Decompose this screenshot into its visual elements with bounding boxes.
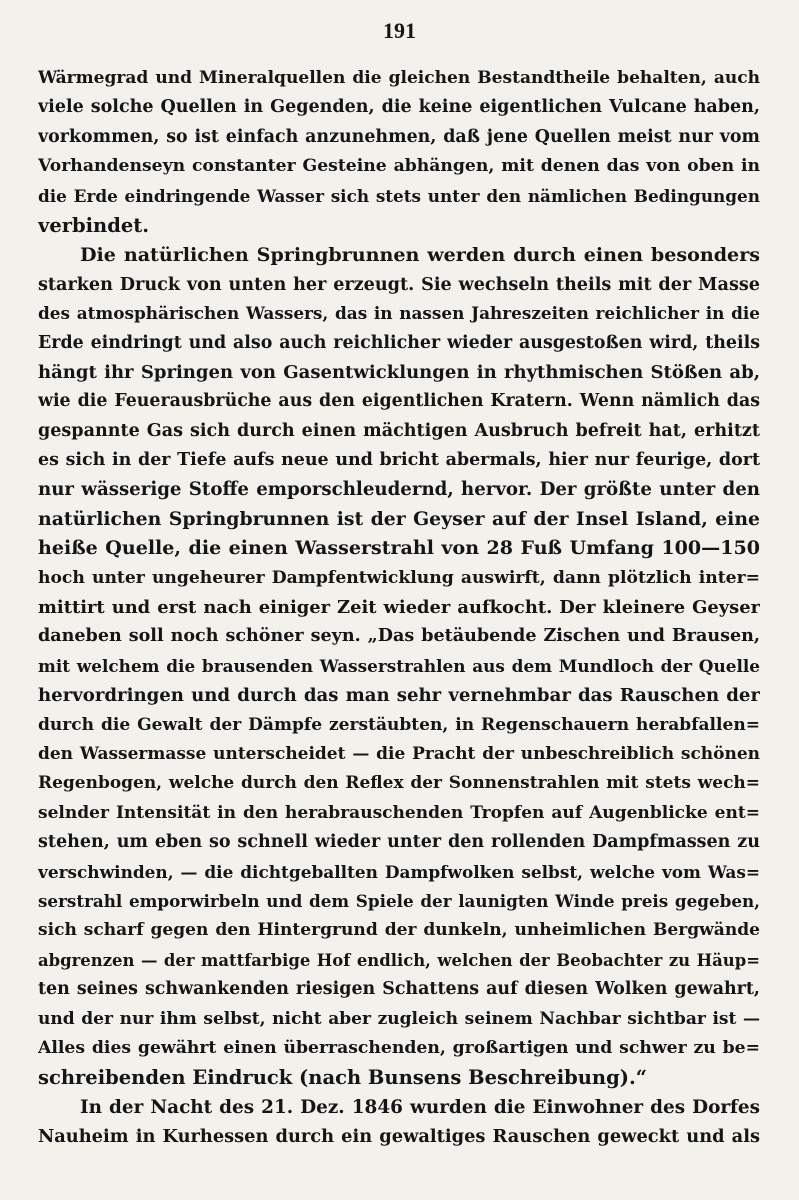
text-line: vorkommen, so ist einfach anzunehmen, daß jene Quellen meist nur vom [38,126,760,147]
text-line: Die natürlichen Springbrunnen werden durch einen besonders [80,243,760,267]
text-line: ten seines schwankenden riesigen Schattens auf diesen Wolken gewahrt, [38,979,760,1000]
text-line: selnder Intensität in den herabrauschenden Tropfen auf Augenblicke ent= [38,802,760,823]
page-number: 191 [383,18,416,43]
text-line: In der Nacht des 21. Dez. 1846 wurden die Einwohner des Dorfes [80,1096,760,1118]
text-line: natürlichen Springbrunnen ist der Geyser auf der Insel Island, eine [38,507,760,530]
text-line: mittirt und erst nach einiger Zeit wieder aufkocht. Der kleinere Geyser [38,597,760,619]
text-line: daneben soll noch schöner seyn. „Das betäubende Zischen und Brausen, [38,626,760,647]
text-line: es sich in der Tiefe aufs neue und bricht abermals, hier nur feurige, dort [38,450,760,471]
text-line: Erde eindringt und also auch reichlicher wieder ausgestoßen wird, theils [38,332,760,353]
text-line: hoch unter ungeheurer Dampfentwicklung auswirft, dann plötzlich inter= [38,567,760,588]
text-line: viele solche Quellen in Gegenden, die keine eigentlichen Vulcane haben, [38,97,760,118]
text-line: serstrahl emporwirbeln und dem Spiele der launigten Winde preis gegeben, [38,890,760,911]
text-line: mit welchem die brausenden Wasserstrahlen aus dem Mundloch der Quelle [38,655,760,676]
text-line: hängt ihr Springen von Gasentwicklungen in rhythmischen Stößen ab, [38,361,760,383]
text-line: verbindet. [38,213,150,237]
text-line: abgrenzen — der mattfarbige Hof endlich, welchen der Beobachter zu Häup= [38,950,760,970]
text-line: gespannte Gas sich durch einen mächtigen Ausbruch befreit hat, erhitzt [38,420,760,441]
text-line: den Wassermasse unterscheidet — die Pracht der unbeschreiblich schönen [38,743,760,764]
text-line: Nauheim in Kurhessen durch ein gewaltiges Rauschen geweckt und als [38,1126,760,1148]
text-line: und der nur ihm selbst, nicht aber zugleich seinem Nachbar sichtbar ist — [38,1008,760,1029]
text-line: verschwinden, — die dichtgeballten Dampfwolken selbst, welche vom Was= [38,861,760,882]
text-line: Vorhandenseyn constanter Gesteine abhängen, mit denen das von oben in [38,156,760,177]
text-line: schreibenden Eindruck (nach Bunsens Beschreibung).“ [38,1066,647,1090]
text-line: heiße Quelle, die einen Wasserstrahl von 28 Fuß Umfang 100—150 [38,537,760,560]
text-line: sich scharf gegen den Hintergrund der dunkeln, unheimlichen Bergwände [38,920,760,941]
text-line: Alles dies gewährt einen überraschenden, großartigen und schwer zu be= [38,1037,760,1058]
text-line: Regenbogen, welche durch den Reflex der Sonnenstrahlen mit stets wech= [38,773,760,794]
text-line: des atmosphärischen Wassers, das in nassen Jahreszeiten reichlicher in die [38,303,760,324]
text-line: die Erde eindringende Wasser sich stets unter den nämlichen Bedingungen [38,185,760,206]
text-line: durch die Gewalt der Dämpfe zerstäubten, in Regenschauern herabfallen= [38,714,760,735]
text-line: wie die Feuerausbrüche aus den eigentlichen Kratern. Wenn nämlich das [38,391,760,412]
text-line: hervordringen und durch das man sehr vernehmbar das Rauschen der [38,685,760,707]
text-line: stehen, um eben so schnell wieder unter den rollenden Dampfmassen zu [38,832,760,853]
text-line: Wärmegrad und Mineralquellen die gleichen Bestandtheile behalten, auch [38,68,760,88]
text-line: starken Druck von unten her erzeugt. Sie wechseln theils mit der Masse [38,273,760,295]
text-line: nur wässerige Stoffe emporschleudernd, hervor. Der größte unter den [38,479,760,501]
body-text [38,64,760,1151]
